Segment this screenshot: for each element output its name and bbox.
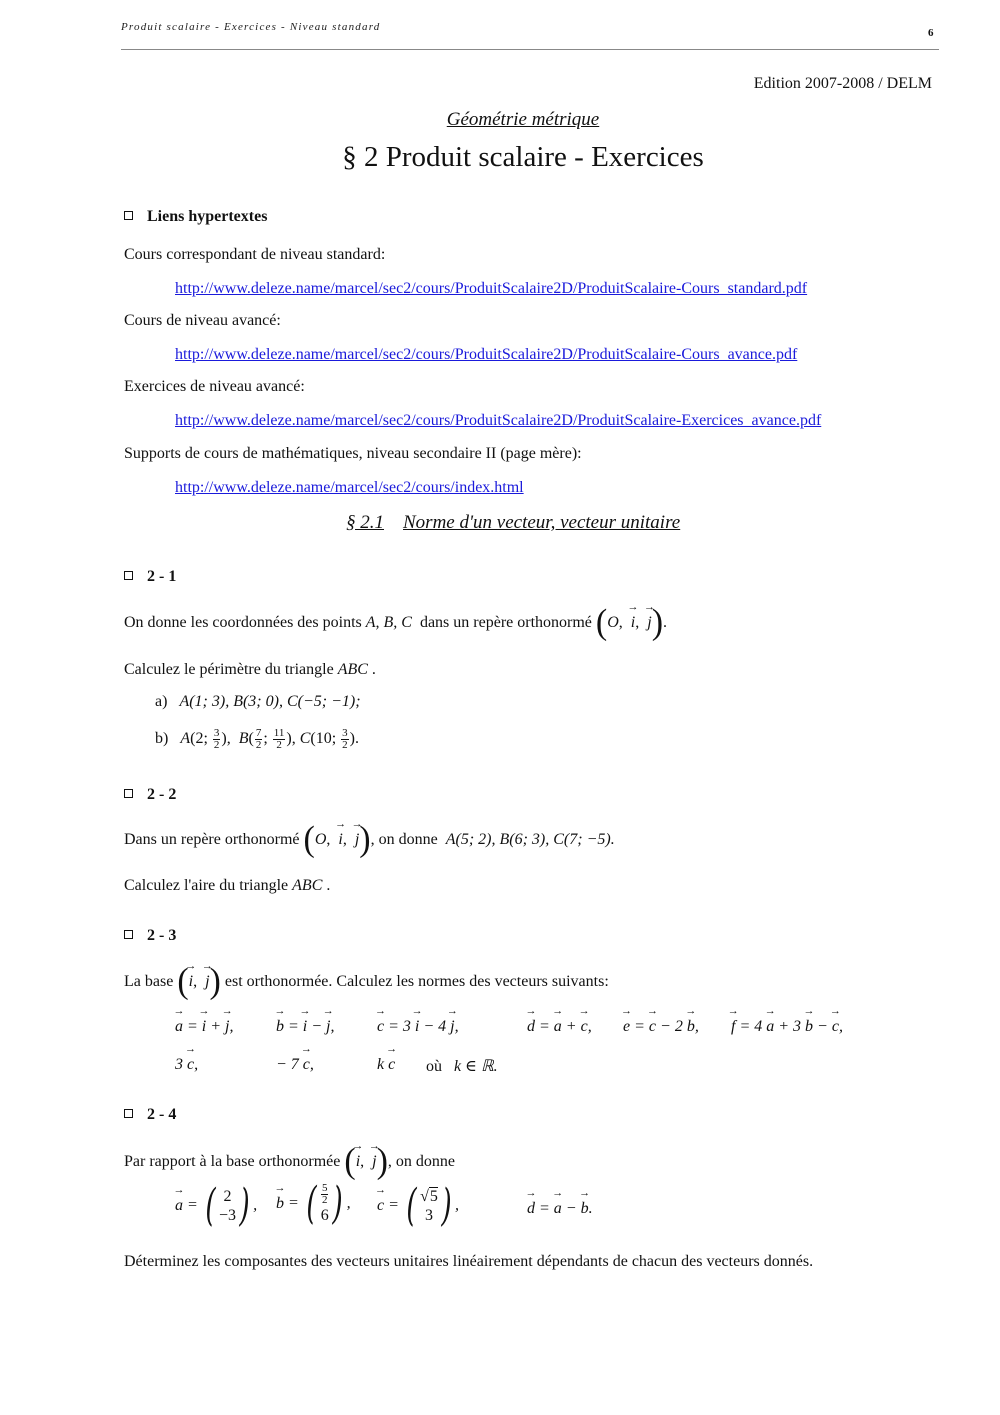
square-bullet-icon xyxy=(124,789,133,798)
link-page-mere[interactable]: http://www.deleze.name/marcel/sec2/cours/index.html xyxy=(175,479,524,496)
link-label-4: Supports de cours de mathématiques, niveau secondaire II (page mère): xyxy=(124,445,582,462)
exercise-2-4-question: Déterminez les composantes des vecteurs unitaires linéairement dépendants de chacun des vecteurs donnés. xyxy=(124,1253,814,1270)
link-label-1: Cours correspondant de niveau standard: xyxy=(124,246,386,263)
exercise-heading-2-3: 2 - 3 xyxy=(124,927,176,945)
vector-a-components: → a = ( 2 −3 ) , xyxy=(175,1186,257,1226)
exercise-2-2-intro: Dans un repère orthonormé (O, → i, → j), on donne A(5; 2), B(6; 3), C(7; −5). xyxy=(124,831,615,849)
exercise-2-3-intro: La base (→ i, → j) est orthonormée. Calculez les normes des vecteurs suivants: xyxy=(124,973,609,991)
vector-minus-7c: − 7 → c, xyxy=(276,1056,314,1074)
header-rule xyxy=(121,49,939,50)
link-label-3: Exercices de niveau avancé: xyxy=(124,378,305,395)
exercise-heading-2-2: 2 - 2 xyxy=(124,786,176,804)
link-exercices-avance[interactable]: http://www.deleze.name/marcel/sec2/cours/ProduitScalaire2D/ProduitScalaire-Exercices_avance.pdf xyxy=(175,412,822,429)
vector-b-components: → b = ( $\frac{5}{2}$ 6 ) , xyxy=(276,1183,351,1225)
vector-d-def: → d = → a + → c, xyxy=(527,1018,592,1036)
section-heading: § 2.1 Norme d'un vecteur, vecteur unitaire xyxy=(346,512,681,533)
links-heading: Liens hypertextes xyxy=(124,208,267,226)
exercise-heading-2-1: 2 - 1 xyxy=(124,568,176,586)
page-number: 6 xyxy=(928,27,934,39)
square-bullet-icon xyxy=(124,571,133,580)
vector-f-def: → f = 4 → a + 3 → b − → c, xyxy=(731,1018,843,1036)
vector-kc: k → c xyxy=(377,1056,395,1074)
exercise-2-1-a: a) A(1; 3), B(3; 0), C(−5; −1); xyxy=(155,693,361,710)
edition-label: Edition 2007-2008 / DELM xyxy=(753,75,932,92)
exercise-2-1-intro: On donne les coordonnées des points A, B, C dans un repère orthonormé (O, → i, → j). xyxy=(124,614,667,632)
exercise-2-1-b: b) A(2; $\frac{3}{2}$ ), B( $\frac{7}{2}$ ; $\frac{11}{2}$ ), C(10; $\frac{3}{2}$ ). xyxy=(155,727,359,751)
link-label-2: Cours de niveau avancé: xyxy=(124,312,281,329)
vector-e-def: → e = → c − 2 → b, xyxy=(623,1018,699,1036)
vector-3c: 3 → c, xyxy=(175,1056,198,1074)
exercise-2-4-intro: Par rapport à la base orthonormée (→ i, → j), on donne xyxy=(124,1153,455,1171)
exercise-2-2-question: Calculez l'aire du triangle ABC . xyxy=(124,877,331,894)
exercise-heading-2-4: 2 - 4 xyxy=(124,1106,176,1124)
where-k-real: où k ∈ ℝ. xyxy=(426,1058,498,1075)
exercise-2-1-question: Calculez le périmètre du triangle ABC . xyxy=(124,661,376,678)
square-bullet-icon xyxy=(124,211,133,220)
document-title: § 2 Produit scalaire - Exercices xyxy=(342,141,704,173)
document-subtitle: Géométrie métrique xyxy=(446,109,600,130)
square-bullet-icon xyxy=(124,1109,133,1118)
link-cours-standard[interactable]: http://www.deleze.name/marcel/sec2/cours/ProduitScalaire2D/ProduitScalaire-Cours_standard.pdf xyxy=(175,280,808,297)
vector-b-def: → b = → i − → j, xyxy=(276,1018,335,1036)
vector-d-relation: → d = → a − → b. xyxy=(527,1200,593,1218)
running-header: Produit scalaire - Exercices - Niveau standard xyxy=(121,21,381,33)
vector-c-def: → c = 3 → i − 4 → j, xyxy=(377,1018,459,1036)
link-cours-avance[interactable]: http://www.deleze.name/marcel/sec2/cours/ProduitScalaire2D/ProduitScalaire-Cours_avance.pdf xyxy=(175,346,798,363)
square-bullet-icon xyxy=(124,930,133,939)
vector-a-def: → a = → i + → j, xyxy=(175,1018,234,1036)
vector-c-components: → c = ( √5 3 ) , xyxy=(377,1186,459,1226)
